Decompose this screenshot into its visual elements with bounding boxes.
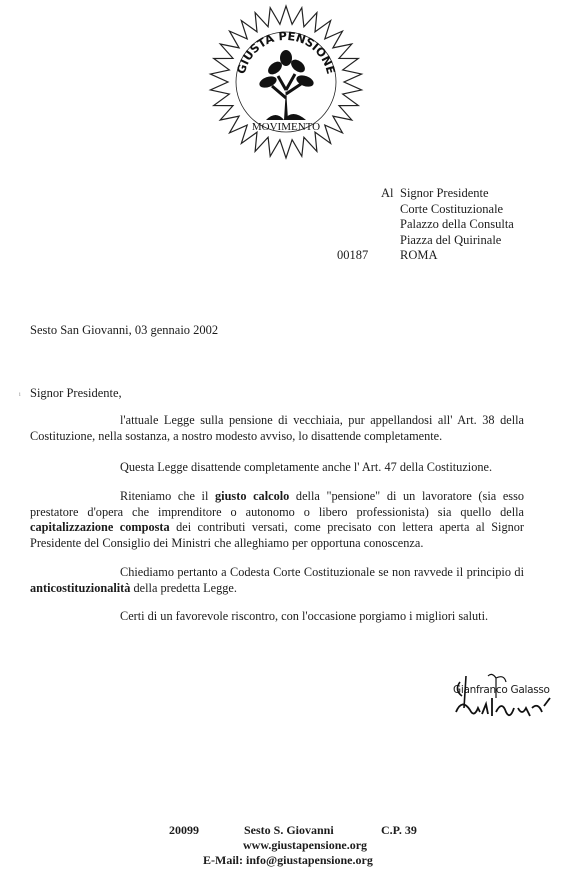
date-line: Sesto San Giovanni, 03 gennaio 2002 <box>30 323 219 337</box>
emphasis-capitalizzazione: capitalizzazione composta <box>30 520 170 535</box>
recipient-line: Piazza del Quirinale <box>400 232 502 247</box>
footer-website: www.giustapensione.org <box>243 838 368 852</box>
paragraph-4: Chiediamo pertanto a Codesta Corte Costituzionale se non ravvede il principio di anticostituzionalità della predetta Legge. <box>30 565 524 595</box>
salutation: Signor Presidente, <box>30 386 122 400</box>
recipient-address <box>400 186 514 264</box>
recipient-line: Palazzo della Consulta <box>400 217 514 231</box>
recipient-zip: 00187 <box>337 248 369 262</box>
paragraph-5: Certi di un favorevole riscontro, con l'occasione porgiamo i migliori saluti. <box>120 609 489 623</box>
emphasis-giusto-calcolo: giusto calcolo <box>215 489 290 503</box>
recipient-line: ROMA <box>400 248 438 262</box>
sunburst-tree-logo-icon <box>206 2 366 162</box>
paragraph-3: Riteniamo che il giusto calcolo della "pensione" di un lavoratore (sia esso prestatore d'opera che imprenditore o autonomo o libero professionista) sia quello della capitalizzazione composta dei contributi versati, come precisato con lettera aperta al Signor Presidente del Consiglio dei Ministri che alleghiamo per opportuna conoscenza. <box>30 489 524 550</box>
footer-zip: 20099 <box>169 823 199 837</box>
recipient-line: Corte Costituzionale <box>400 201 504 216</box>
recipient-prefix: Al <box>381 186 394 200</box>
handwritten-signature <box>452 668 562 728</box>
footer-email: E-Mail: info@giustapensione.org <box>203 853 373 867</box>
signature-scribble-icon <box>452 668 562 728</box>
movement-logo <box>206 2 366 162</box>
recipient-line: Signor Presidente <box>400 186 489 200</box>
signature-printed-name: Gianfranco Galasso <box>453 684 550 696</box>
logo-top-text: GIUSTA PENSIONE <box>233 28 339 76</box>
paragraph-2: Questa Legge disattende completamente anche l' Art. 47 della Costituzione. <box>120 460 493 474</box>
footer-po-box: C.P. 39 <box>381 823 417 837</box>
paragraph-1: l'attuale Legge sulla pensione di vecchiaia, pur appellandosi all' Art. 38 della Costituzione, nella sostanza, a nostro modesto avviso, lo disattende completamente. <box>30 413 524 443</box>
emphasis-anticostituzionalita: anticostituzionalità <box>30 580 131 595</box>
margin-mark: ᵢ <box>19 387 21 398</box>
logo-bottom-text: MOVIMENTO <box>251 121 321 133</box>
footer-city: Sesto S. Giovanni <box>244 823 334 837</box>
